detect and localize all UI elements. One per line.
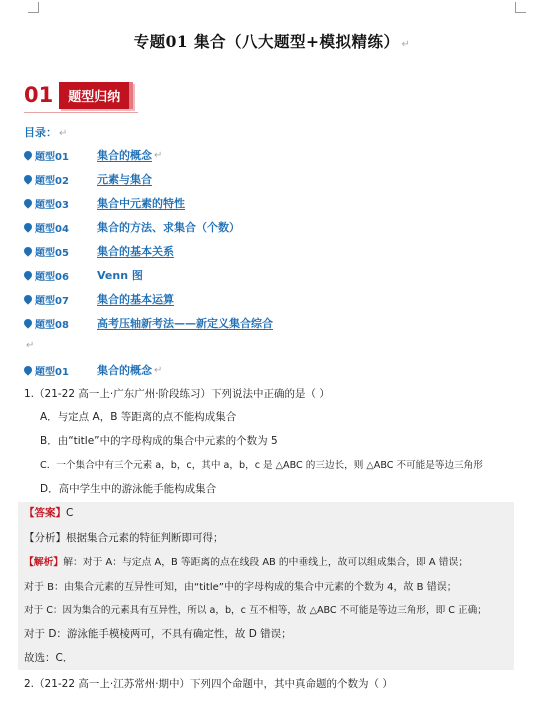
- toc-item-title[interactable]: 高考压轴新考法——新定义集合综合: [97, 317, 273, 330]
- question-option: D．高中学生中的游泳能手能构成集合: [40, 483, 217, 495]
- heading-title: 集合的概念: [97, 364, 152, 377]
- map-pin-icon: [22, 149, 33, 160]
- toc-item-title[interactable]: 集合的方法、求集合（个数）: [97, 221, 240, 234]
- toc-item-title[interactable]: 集合的基本运算: [97, 293, 174, 306]
- toc-item[interactable]: [24, 291, 174, 307]
- section-divider: [24, 112, 138, 113]
- toc-item-number: 题型04: [35, 223, 69, 235]
- toc-item-number: 题型08: [35, 319, 69, 331]
- toc-item-title[interactable]: 元素与集合: [97, 173, 152, 186]
- toc-item[interactable]: [24, 267, 143, 283]
- question-option: A．与定点 A，B 等距离的点不能构成集合: [40, 411, 237, 423]
- analysis-line: 【分析】根据集合元素的特征判断即可得；: [24, 532, 224, 544]
- toc-item-number: 题型03: [35, 199, 69, 211]
- explanation-tag: 【解析】: [24, 557, 64, 568]
- answer-tag: 【答案】: [24, 507, 66, 519]
- toc-item-number: 题型01: [35, 151, 69, 163]
- question-option: C．一个集合中有三个元素 a，b，c，其中 a，b，c 是 △ABC 的三边长，则 △ABC 不可能是等边三角形: [40, 460, 483, 471]
- toc-item-title[interactable]: 集合的概念: [97, 149, 152, 162]
- toc-item[interactable]: [24, 171, 152, 187]
- toc-item-title[interactable]: Venn 图: [97, 269, 143, 282]
- toc-item[interactable]: [24, 243, 174, 259]
- map-pin-icon: [22, 293, 33, 304]
- map-pin-icon: [22, 173, 33, 184]
- paragraph-mark-icon: ↵: [154, 364, 163, 376]
- map-pin-icon: [22, 364, 33, 375]
- map-pin-icon: [22, 221, 33, 232]
- section-number: 01: [24, 83, 54, 107]
- explanation-line: 对于 B：由集合元素的互异性可知，由“title”中的字母构成的集合中元素的个数为 4，故 B 错误；: [24, 582, 457, 593]
- question-stem: 1.（21-22 高一上·广东广州·阶段练习）下列说法中正确的是（ ）: [24, 388, 330, 400]
- toc-item-number: 题型02: [35, 175, 69, 187]
- toc-item-title[interactable]: 集合的基本关系: [97, 245, 174, 258]
- toc-item[interactable]: [24, 147, 162, 163]
- explanation-text: 解：对于 A：与定点 A，B 等距离的点在线段 AB 的中垂线上，故可以组成集合，即 A 错误；: [63, 557, 469, 568]
- section-label: 题型归纳: [59, 82, 133, 109]
- section-header: [24, 80, 133, 110]
- toc-item-title[interactable]: 集合中元素的特性: [97, 197, 185, 210]
- map-pin-icon: [22, 245, 33, 256]
- toc-label-text: 目录：: [24, 126, 57, 139]
- document-title: [0, 30, 544, 52]
- paragraph-mark-icon: ↵: [26, 340, 35, 351]
- toc-item-number: 题型07: [35, 295, 69, 307]
- toc-label: [24, 124, 67, 140]
- question-option: B．由“title”中的字母构成的集合中元素的个数为 5: [40, 435, 278, 447]
- map-pin-icon: [22, 269, 33, 280]
- page-corner-mark: [515, 2, 526, 13]
- document-title-text: 专题01 集合（八大题型+模拟精练）: [133, 32, 400, 51]
- paragraph-mark-icon: ↵: [154, 149, 163, 161]
- answer-value: C: [66, 507, 74, 519]
- explanation-line: [24, 554, 468, 568]
- paragraph-mark-icon: ↵: [59, 128, 68, 139]
- toc-item[interactable]: [24, 219, 240, 235]
- page-corner-mark: [28, 2, 39, 13]
- map-pin-icon: [22, 317, 33, 328]
- paragraph-mark-icon: ↵: [401, 39, 411, 50]
- toc-item-number: 题型06: [35, 271, 69, 283]
- question-stem: 2.（21-22 高一上·江苏常州·期中）下列四个命题中，其中真命题的个数为（ ）: [24, 678, 393, 690]
- question-type-heading: [24, 362, 162, 378]
- answer-line: [24, 505, 73, 520]
- toc-item-number: 题型05: [35, 247, 69, 259]
- explanation-line: 对于 D：游泳能手模棱两可，不具有确定性，故 D 错误；: [24, 628, 292, 640]
- toc-item[interactable]: [24, 195, 185, 211]
- heading-number: 题型01: [35, 366, 69, 378]
- map-pin-icon: [22, 197, 33, 208]
- toc-item[interactable]: [24, 315, 273, 331]
- explanation-line: 故选：C．: [24, 652, 74, 664]
- explanation-line: 对于 C：因为集合的元素具有互异性，所以 a，b，c 互不相等，故 △ABC 不可能是等边三角形，即 C 正确；: [24, 605, 487, 616]
